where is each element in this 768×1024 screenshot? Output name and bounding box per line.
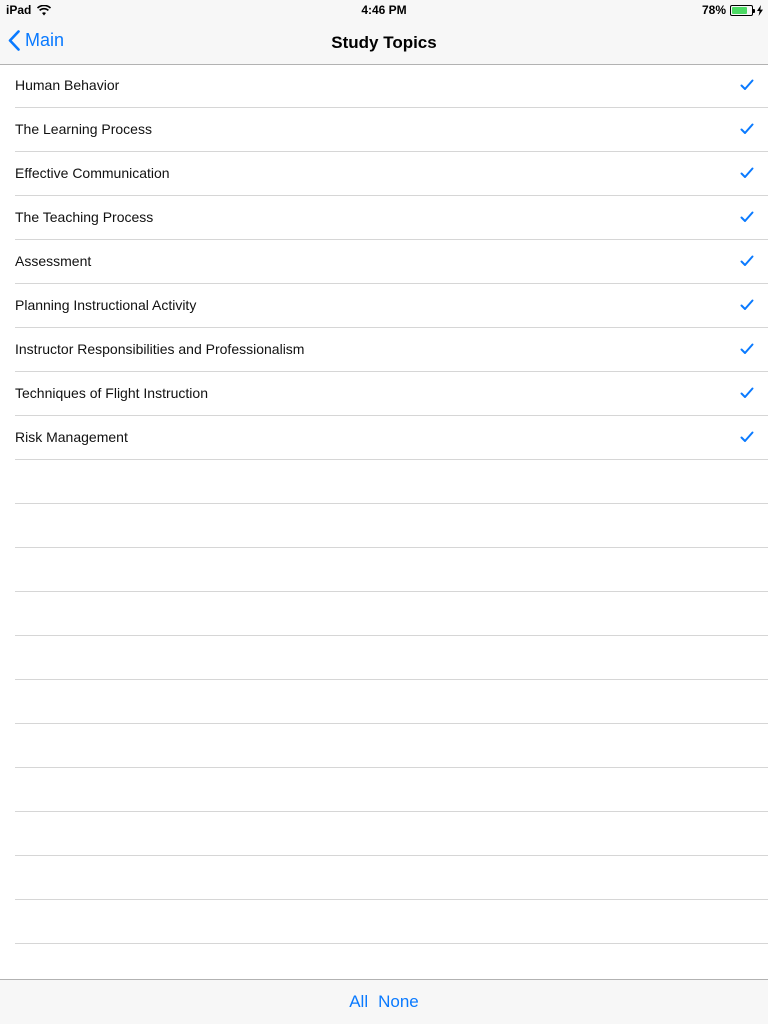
checkmark-icon: [740, 430, 754, 444]
checkmark-icon: [740, 342, 754, 356]
empty-row: [15, 504, 768, 548]
topic-label: Planning Instructional Activity: [15, 297, 197, 313]
topic-label: Human Behavior: [15, 77, 120, 93]
back-button-label: Main: [25, 30, 65, 50]
topic-label: Instructor Responsibilities and Professionalism: [15, 341, 305, 357]
status-time: 4:46 PM: [361, 3, 407, 17]
topic-label: Effective Communication: [15, 165, 170, 181]
empty-row: [15, 900, 768, 944]
topic-list: [0, 64, 768, 944]
checkmark-icon: [740, 298, 754, 312]
empty-row: [15, 592, 768, 636]
battery-fill: [732, 7, 747, 14]
topic-row[interactable]: [15, 372, 768, 416]
checkmark-icon: [740, 166, 754, 180]
navigation-bar: [0, 20, 768, 65]
topic-label: The Learning Process: [15, 121, 152, 137]
empty-row: [15, 812, 768, 856]
page-title: Study Topics: [331, 33, 437, 52]
device-name: iPad: [6, 3, 32, 17]
empty-row: [15, 856, 768, 900]
topic-label: Techniques of Flight Instruction: [15, 385, 208, 401]
topic-row[interactable]: [15, 240, 768, 284]
topic-label: Risk Management: [15, 429, 128, 445]
battery-percent: 78%: [701, 3, 726, 17]
topic-row[interactable]: [15, 328, 768, 372]
empty-row: [15, 724, 768, 768]
checkmark-icon: [740, 386, 754, 400]
checkmark-icon: [740, 254, 754, 268]
empty-row: [15, 460, 768, 504]
bottom-toolbar: [0, 979, 768, 1024]
battery-nub: [753, 9, 755, 13]
checkmark-icon: [740, 210, 754, 224]
empty-row: [15, 768, 768, 812]
status-bar: [0, 0, 768, 20]
topic-row[interactable]: [15, 64, 768, 108]
status-right: [702, 3, 763, 17]
select-none-button[interactable]: None: [378, 992, 419, 1011]
battery-icon: [730, 5, 753, 16]
checkmark-icon: [740, 122, 754, 136]
empty-row: [15, 636, 768, 680]
checkmark-icon: [740, 78, 754, 92]
empty-row: [15, 548, 768, 592]
topic-label: The Teaching Process: [15, 209, 154, 225]
empty-row: [15, 680, 768, 724]
select-all-button[interactable]: All: [349, 992, 369, 1011]
topic-row[interactable]: [15, 108, 768, 152]
topic-row[interactable]: [15, 152, 768, 196]
topic-row[interactable]: [15, 196, 768, 240]
topic-row[interactable]: [15, 284, 768, 328]
bolt-icon: [757, 5, 763, 16]
topic-row[interactable]: [15, 416, 768, 460]
topic-label: Assessment: [15, 253, 92, 269]
